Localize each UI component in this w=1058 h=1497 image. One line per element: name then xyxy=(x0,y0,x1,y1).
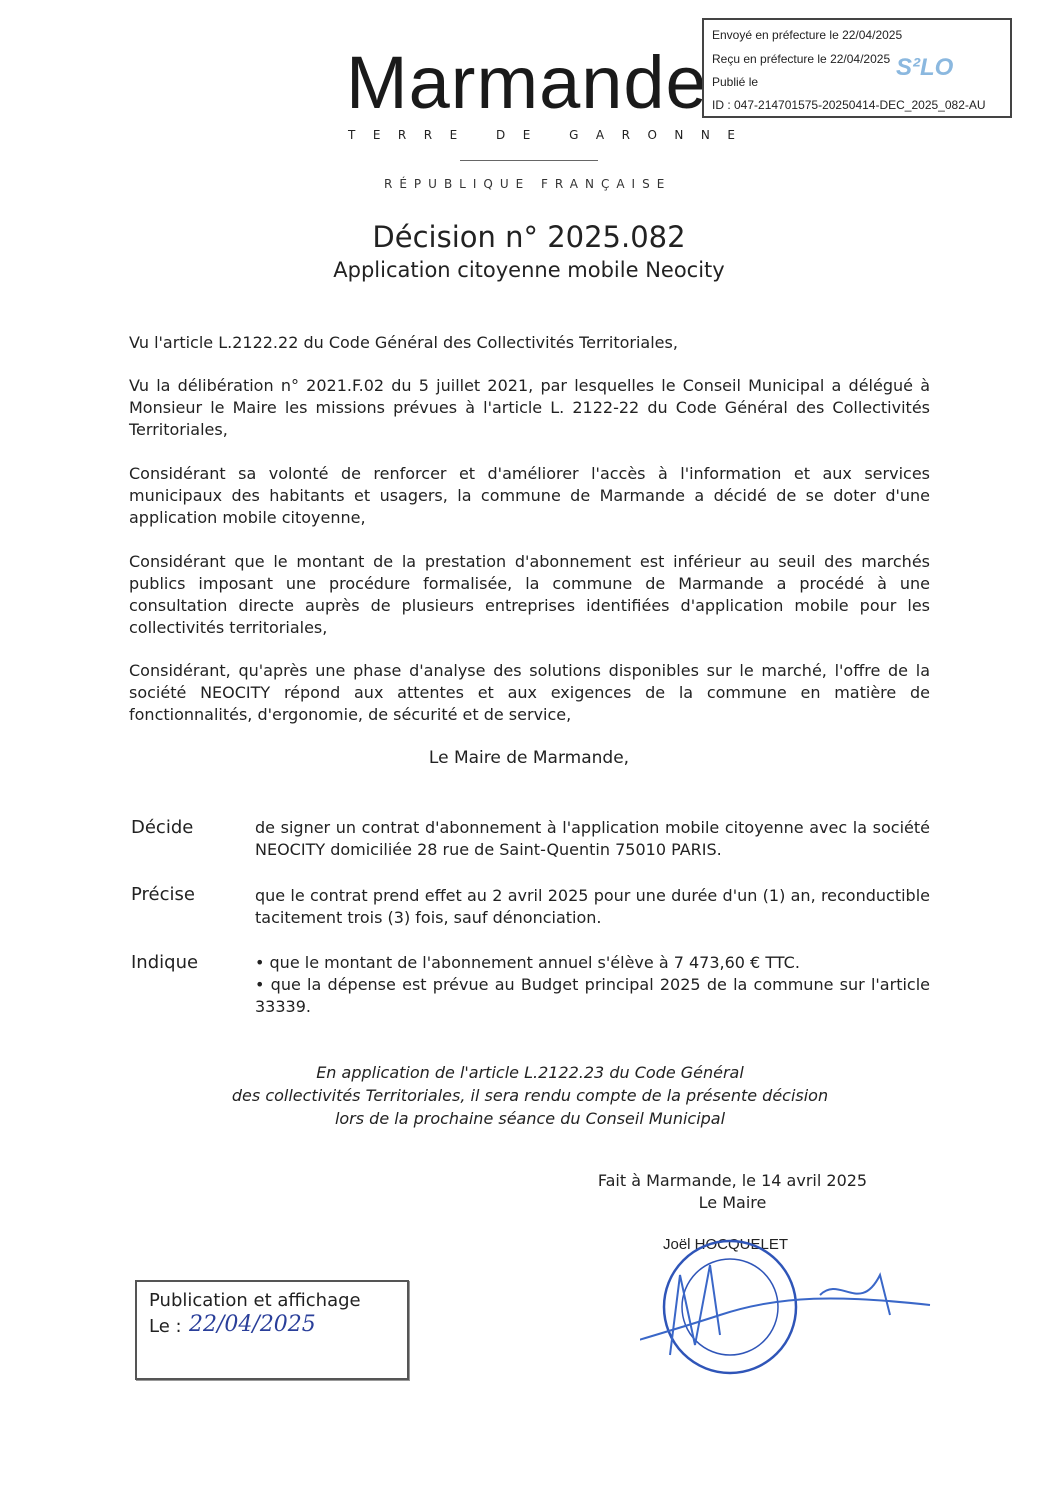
closing-line: des collectivités Territoriales, il sera rendu compte de la présente décision xyxy=(231,1086,829,1105)
decision-title: Décision n° 2025.082 xyxy=(372,220,686,254)
divider xyxy=(460,160,598,161)
signer-role: Le Maire xyxy=(698,1193,767,1212)
decision-subtitle: Application citoyenne mobile Neocity xyxy=(333,258,725,282)
signature-stroke xyxy=(670,1265,890,1355)
sent-date: Envoyé en préfecture le 22/04/2025 xyxy=(712,28,903,42)
republic-label: RÉPUBLIQUE FRANÇAISE xyxy=(384,177,672,191)
article-text: de signer un contrat d'abonnement à l'application mobile citoyenne avec la société NEOCITY domiciliée 28 rue de Saint-Quentin 75010 PARIS. xyxy=(255,818,930,859)
article-bullet: • que la dépense est prévue au Budget principal 2025 de la commune sur l'article 33339. xyxy=(255,975,930,1016)
published-label: Publié le xyxy=(712,75,759,89)
signature-block xyxy=(560,1170,905,1214)
article-bullet: • que le montant de l'abonnement annuel s'élève à 7 473,60 € TTC. xyxy=(255,953,800,972)
paragraph: Vu l'article L.2122.22 du Code Général des Collectivités Territoriales, xyxy=(129,333,678,352)
paragraph: Considérant, qu'après une phase d'analyse des solutions disponibles sur le marché, l'offre de la société NEOCITY répond aux attentes et aux exigences de la commune en matière de fonctionnalités, d'ergonomie, de sécurité et de service, xyxy=(129,661,930,724)
logo-tagline: TERRE DE GARONNE xyxy=(348,128,753,142)
closing-line: En application de l'article L.2122.23 du Code Général xyxy=(316,1063,744,1082)
closing-line: lors de la prochaine séance du Conseil Municipal xyxy=(334,1109,726,1128)
article-label: Indique xyxy=(131,952,199,973)
publication-box xyxy=(135,1280,409,1380)
publication-title: Publication et affichage xyxy=(149,1290,361,1311)
received-date: Reçu en préfecture le 22/04/2025 xyxy=(712,52,891,66)
publication-date-handwritten: 22/04/2025 xyxy=(189,1312,316,1337)
official-seal-and-signature xyxy=(640,1235,940,1395)
signer-name: Joël HOCQUELET xyxy=(663,1236,789,1253)
seal-ring xyxy=(664,1241,796,1373)
signature-stroke xyxy=(640,1298,930,1380)
mayor-line: Le Maire de Marmande, xyxy=(428,748,630,768)
article-text: que le contrat prend effet au 2 avril 2025 pour une durée d'un (1) an, reconductible tacitement trois (3) fois, sauf dénonciation. xyxy=(255,886,930,927)
paragraph: Vu la délibération n° 2021.F.02 du 5 juillet 2021, par lesquelles le Conseil Municipal a délégué à Monsieur le Maire les missions prévues à l'article L. 2122-22 du Code Général des Collectivités Territoriales, xyxy=(129,376,930,439)
closing-note xyxy=(150,1061,910,1130)
paragraph: Considérant que le montant de la prestation d'abonnement est inférieur au seuil des marchés publics imposant une procédure formalisée, la commune de Marmande a procédé à une consultation directe auprès de plusieurs entreprises identifiées d'application mobile pour les collectivités territoriales, xyxy=(129,552,930,637)
paragraph: Considérant sa volonté de renforcer et d'améliorer l'accès à l'information et aux services municipaux des habitants et usagers, la commune de Marmande a décidé de se doter d'une application mobile citoyenne, xyxy=(129,464,930,527)
marmande-logo: Marmande xyxy=(346,41,708,124)
publication-label: Le : xyxy=(149,1316,182,1337)
s2lo-logo: S²LO xyxy=(896,54,954,81)
article-label: Précise xyxy=(131,884,195,905)
act-id: ID : 047-214701575-20250414-DEC_2025_082-AU xyxy=(712,98,986,112)
place-date: Fait à Marmande, le 14 avril 2025 xyxy=(597,1171,868,1190)
article-label: Décide xyxy=(131,817,194,838)
prefecture-stamp xyxy=(702,18,1012,118)
